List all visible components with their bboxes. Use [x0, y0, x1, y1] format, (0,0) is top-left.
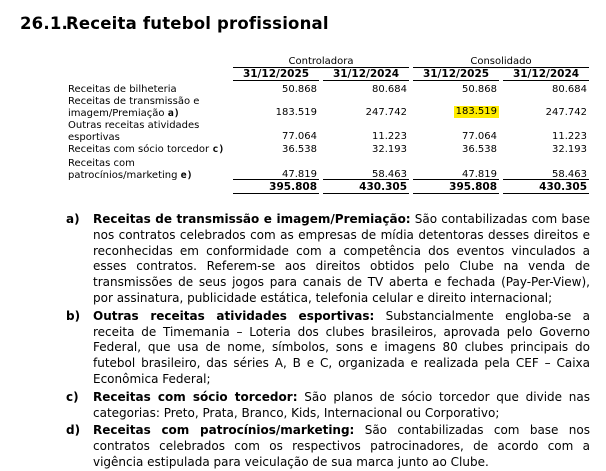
- note-letter: c): [66, 389, 79, 404]
- table-cell-value: 32.193: [552, 144, 587, 155]
- row-label: [68, 84, 177, 96]
- table-cell-value: 247.742: [365, 107, 407, 118]
- note-text: Substancialmente engloba-se a receita de Timemania – Loteria dos clubes brasileiros, aprovada pelo Governo Federal, que usa de nome, símbolos, sons e imagens 80 clubes principais do futebol brasileiro, das séries A, B e C, organizada e realizada pela CEF – Caixa Econômica Federal;: [93, 308, 590, 386]
- note-item: [66, 212, 590, 307]
- section-number: 26.1.: [20, 14, 68, 33]
- group-header-controladora: Controladora: [288, 56, 354, 67]
- note-text: São contabilizadas com base nos contratos celebrados com os respectivos patrocinadores, de acordo com a vigência estipulada para veiculação de sua marca junto ao Clube.: [93, 423, 590, 469]
- table-cell-value: 80.684: [372, 84, 407, 95]
- total-value: 430.305: [359, 181, 407, 193]
- note-item: [66, 390, 590, 422]
- table-cell-value: 11.223: [372, 131, 407, 142]
- column-rule: [503, 80, 589, 81]
- note-heading: Receitas com patrocínios/marketing:: [93, 423, 355, 438]
- note-item: [66, 423, 590, 470]
- column-header: 31/12/2025: [242, 68, 310, 80]
- note-body: [93, 212, 590, 307]
- total-double-rule: [323, 193, 409, 194]
- row-label: [68, 96, 199, 119]
- revenue-table: [0, 0, 606, 200]
- table-cell-value: 58.463: [372, 169, 407, 180]
- table-cell-value: 77.064: [282, 131, 317, 142]
- row-label-line: Outras receitas atividades: [68, 120, 200, 131]
- note-reference: c): [212, 144, 225, 155]
- note-reference: e): [180, 169, 193, 181]
- note-letter: a): [66, 212, 80, 226]
- section-heading: Receita futebol profissional: [66, 14, 329, 33]
- column-rule: [233, 80, 319, 81]
- table-cell-value: 36.538: [462, 144, 497, 155]
- column-header: 31/12/2024: [332, 68, 400, 80]
- row-label: [68, 120, 199, 143]
- row-label-line: Receitas com sócio torcedor: [68, 144, 210, 155]
- table-cell-value: 36.538: [282, 144, 317, 155]
- table-cell-value: 50.868: [462, 84, 497, 95]
- note-item: [66, 309, 590, 388]
- note-text: São planos de sócio torcedor que divide nas categorias: Preto, Prata, Branco, Kids, Internacional ou Corporativo;: [93, 389, 590, 420]
- total-value: 430.305: [539, 181, 587, 193]
- total-value: 395.808: [449, 181, 497, 193]
- note-heading: Outras receitas atividades esportivas:: [93, 308, 375, 323]
- column-header: 31/12/2024: [512, 68, 580, 80]
- row-label-line: esportivas: [68, 131, 120, 143]
- note-letter: b): [66, 308, 81, 323]
- note-body: [93, 309, 590, 388]
- table-cell-value: 32.193: [372, 144, 407, 155]
- note-heading: Receitas com sócio torcedor:: [93, 389, 298, 404]
- table-cell-value: 77.064: [462, 131, 497, 142]
- note-letter: d): [66, 423, 81, 438]
- total-double-rule: [503, 193, 589, 194]
- row-label-line: Receitas de transmissão e: [68, 96, 200, 107]
- note-body: [93, 423, 590, 470]
- group-header-consolidado: Consolidado: [470, 56, 532, 67]
- table-cell-value: 80.684: [552, 84, 587, 95]
- total-double-rule: [233, 193, 319, 194]
- total-value: 395.808: [269, 181, 317, 193]
- table-cell-value: 58.463: [552, 169, 587, 180]
- row-label: [68, 158, 193, 181]
- table-cell-value: 183.519: [275, 107, 317, 118]
- table-cell-value: 47.819: [462, 169, 497, 180]
- total-double-rule: [413, 193, 499, 194]
- column-rule: [413, 80, 499, 81]
- row-label-line: imagem/Premiação: [68, 107, 165, 119]
- row-label-line: Receitas com: [68, 158, 135, 169]
- table-cell-value: 47.819: [282, 169, 317, 180]
- row-label-line: patrocínios/marketing: [68, 169, 178, 181]
- row-label: [68, 144, 224, 156]
- note-heading: Receitas de transmissão e imagem/Premiação:: [93, 212, 411, 226]
- highlighted-value: 183.519: [455, 106, 497, 117]
- row-label-line: Receitas de bilheteria: [68, 84, 177, 95]
- table-cell-value: 11.223: [552, 131, 587, 142]
- note-text: São contabilizadas com base nos contratos celebrados com as empresas de mídia detentoras desses direitos e reconhecidas em conformidade com a competência dos eventos vinculados a esses contratos. Referem-se aos direitos obtidos pelo Clube na venda de transmissões de seus jogos para canais de TV aberta e fechada (Pay-Per-View), por assinatura, publicidade estática, telefonia celular e direito internacional;: [93, 212, 590, 305]
- table-cell-value: 247.742: [545, 107, 587, 118]
- notes-list: [66, 212, 590, 471]
- table-cell-value: 50.868: [282, 84, 317, 95]
- column-rule: [323, 80, 409, 81]
- note-body: [93, 390, 590, 422]
- column-header: 31/12/2025: [422, 68, 490, 80]
- note-reference: a): [167, 107, 180, 119]
